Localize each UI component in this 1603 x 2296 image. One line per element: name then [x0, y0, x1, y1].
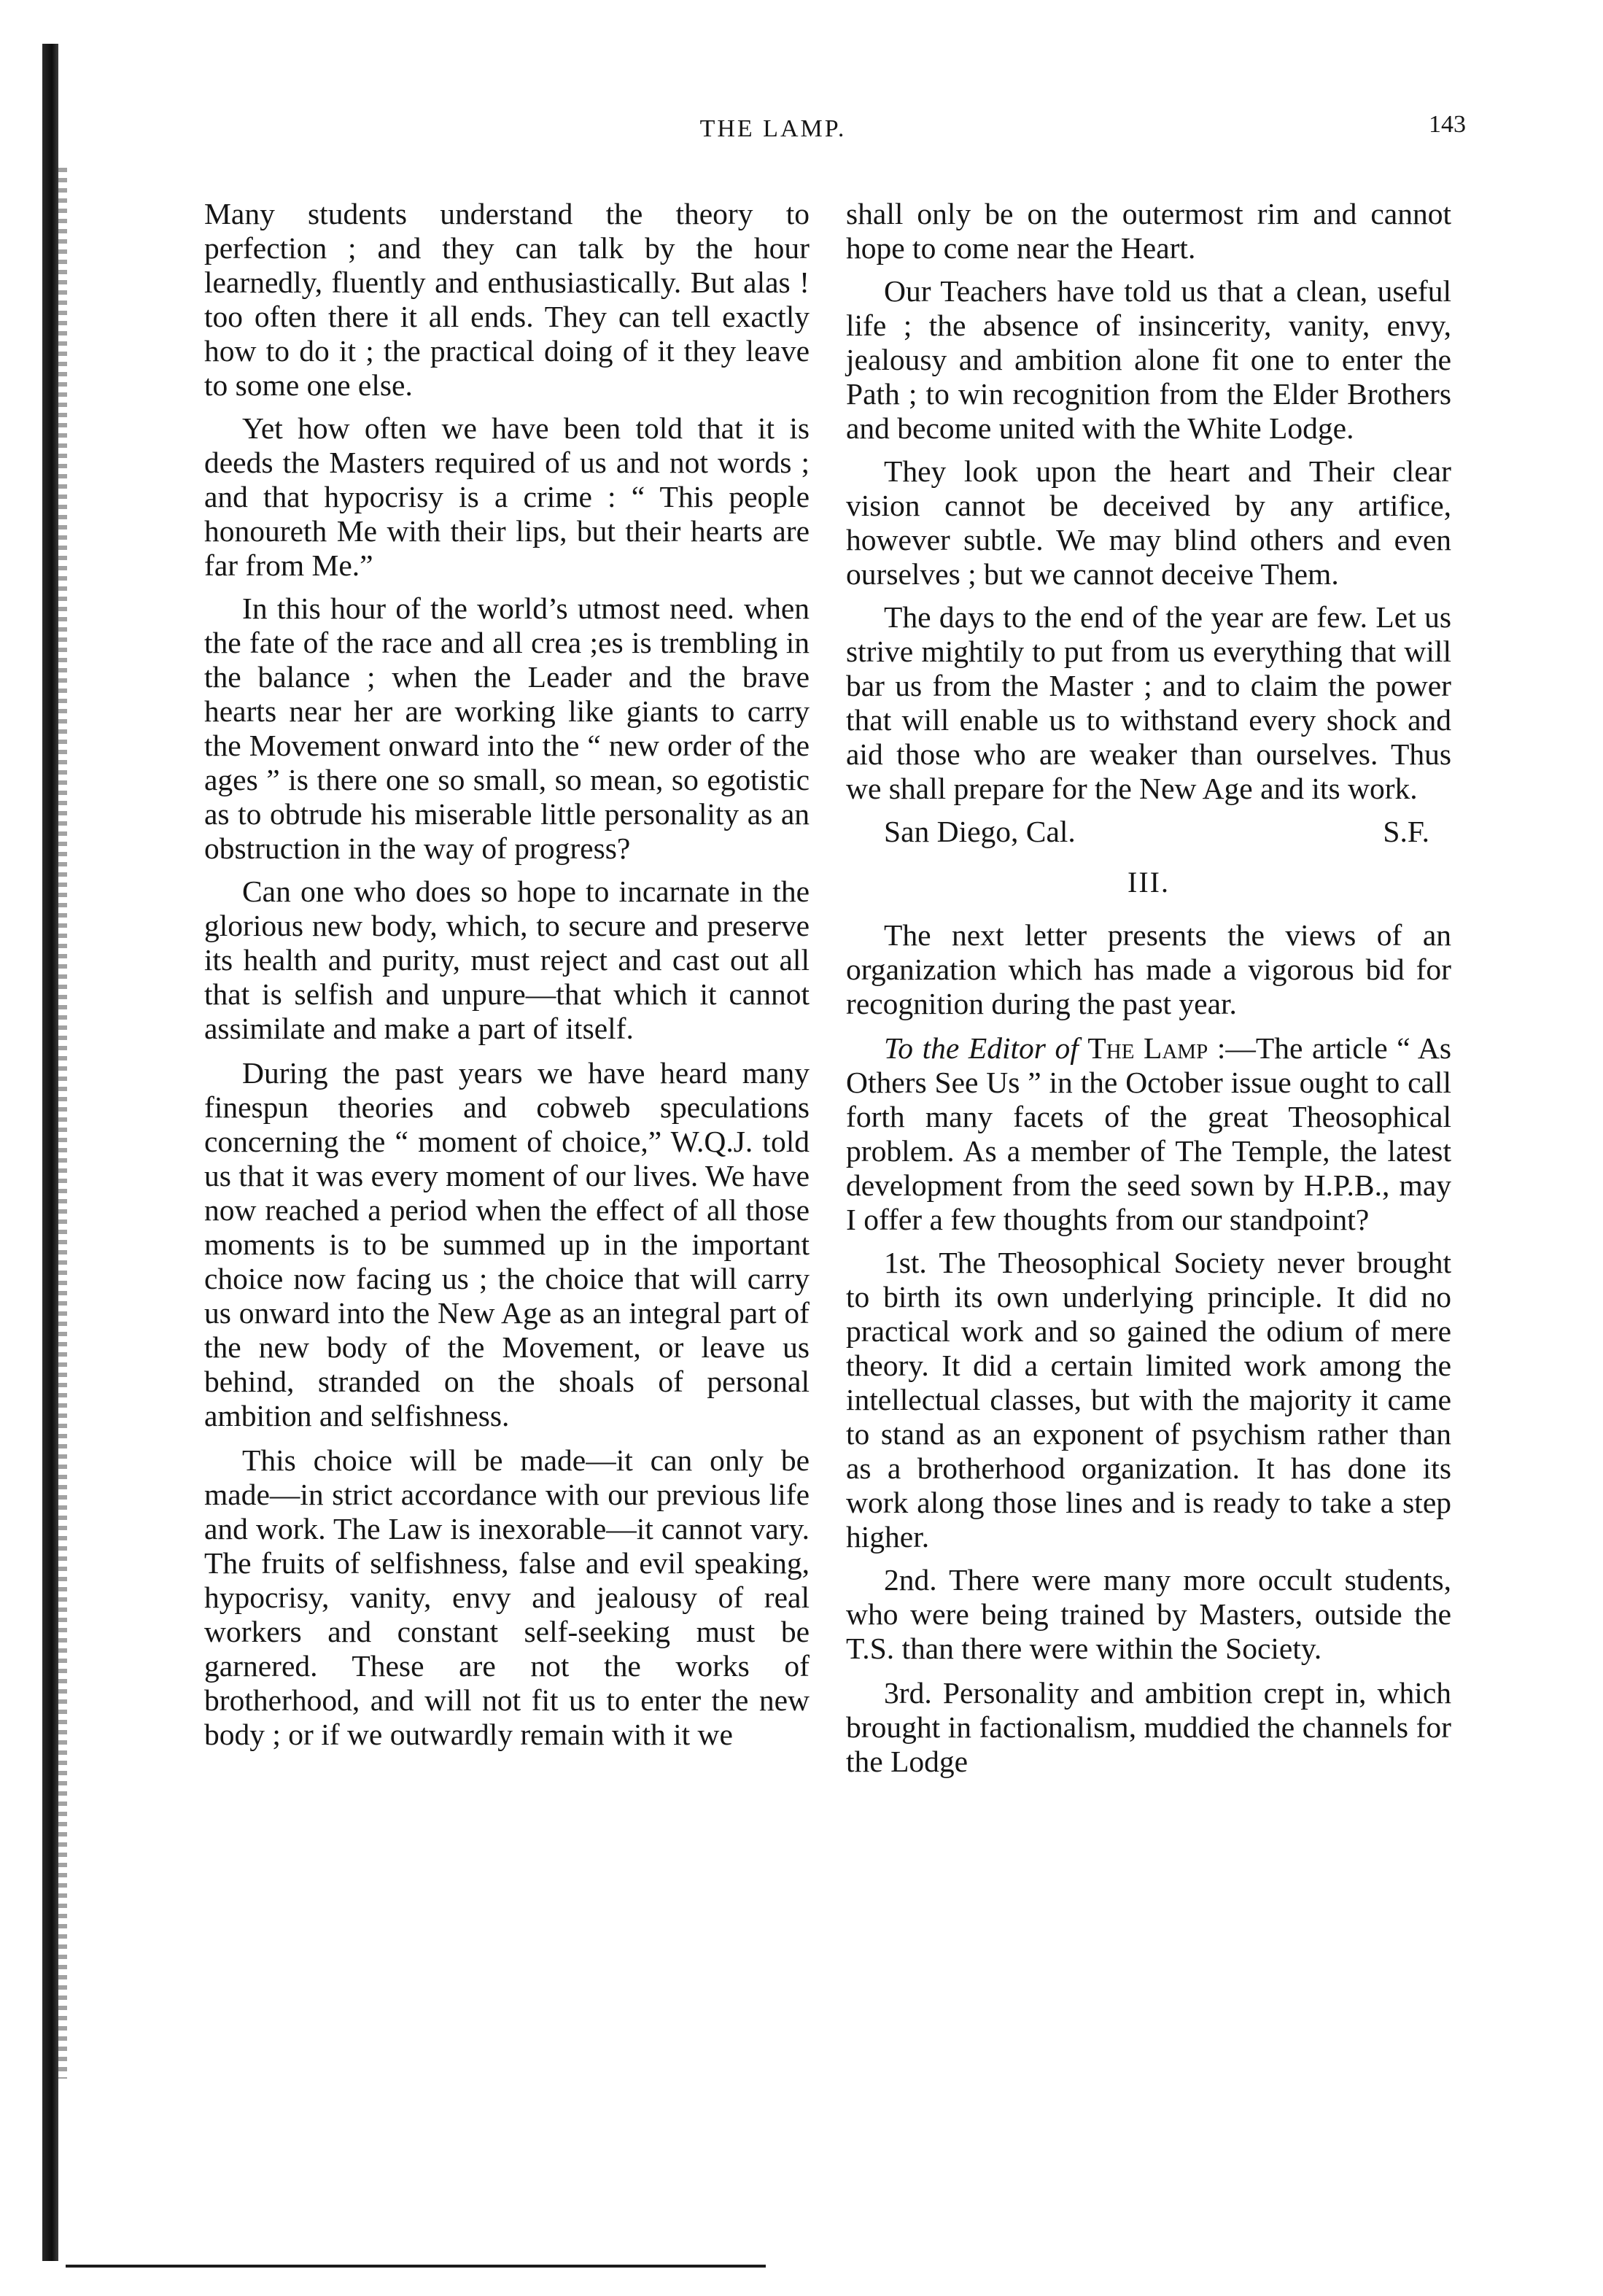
paragraph: Can one who does so hope to incarnate in the glorious new body, which, to secure and preserve its health and purity, must reject and cast out all that is selfish and unpure—that which it cannot assimilate and make a part of itself.	[204, 874, 810, 1045]
letter-signature	[846, 815, 1451, 849]
bottom-rule	[66, 2265, 766, 2268]
point-paragraph: 2nd. There were many more occult students, who were being trained by Masters, outside the T.S. than there were within the Society.	[846, 1563, 1451, 1665]
letter-salutation: To the Editor of	[884, 1031, 1079, 1065]
paragraph: Our Teachers have told us that a clean, useful life ; the absence of insincerity, vanity, envy, jealousy and ambition alone fit one to enter the Path ; to win recognition from the Elder Brothers and become united with the White Lodge.	[846, 274, 1451, 445]
paragraph: During the past years we have heard many finespun theories and cobweb speculations concerning the “ moment of choice,” W.Q.J. told us that it was every moment of our lives. We have now reached a period when the effect of all those moments is to be summed up in the important choice now facing us ; the choice that will carry us onward into the New Age as an integral part of the new body of the Movement, or leave us behind, stranded on the shoals of personal ambition and selfishness.	[204, 1056, 810, 1432]
magazine-name: The Lamp	[1087, 1031, 1208, 1065]
page-number: 143	[1429, 111, 1466, 138]
running-title: THE LAMP.	[699, 115, 847, 142]
point-paragraph: 3rd. Personality and ambition crept in, which brought in factionalism, muddied the channels for the Lodge	[846, 1676, 1451, 1778]
signature-initials: S.F.	[1383, 815, 1429, 848]
paragraph: shall only be on the outermost rim and cannot hope to come near the Heart.	[846, 197, 1451, 265]
signature-place: San Diego, Cal.	[884, 815, 1076, 848]
section-heading: III.	[1127, 866, 1170, 899]
paragraph: The days to the end of the year are few. Let us strive mightily to put from us everything that will bar us from the Master ; and to claim the power that will enable us to withstand every shock and aid those who are weaker than ourselves. Thus we shall prepare for the New Age and its work.	[846, 600, 1451, 805]
binding-stitch-marks	[58, 168, 67, 2079]
point-paragraph: 1st. The Theosophical Society never brought to birth its own underlying principle. It did no practical work and so gained the odium of mere theory. It did a certain limited work among the intellectual classes, but with the majority it came to stand as an exponent of psychism rather than as a brotherhood organization. It has done its work along those lines and is ready to take a step higher.	[846, 1246, 1451, 1554]
paragraph: This choice will be made—it can only be made—in strict accordance with our previous life and work. The Law is inexorable—it cannot vary. The fruits of selfishness, false and evil speaking, hypocrisy, vanity, envy and jealousy of real workers and constant self-seeking must be garnered. These are not the works of brotherhood, and will not fit us to enter the new body ; or if we outwardly remain with it we	[204, 1443, 810, 1751]
right-column	[846, 197, 1451, 1788]
paragraph: Many students understand the theory to perfection ; and they can talk by the hour learnedly, fluently and enthusiastically. But alas ! too often there it all ends. They can tell exactly how to do it ; the practical doing of it they leave to some one else.	[204, 197, 810, 402]
left-column	[204, 197, 810, 1761]
paragraph: They look upon the heart and Their clear vision cannot be deceived by any artifice, however subtle. We may blind others and even ourselves ; but we cannot deceive Them.	[846, 454, 1451, 591]
intro-paragraph: The next letter presents the views of an organization which has made a vigorous bid for recognition during the past year.	[846, 918, 1451, 1020]
letter-opening-paragraph	[846, 1031, 1451, 1237]
letter-opening-text: :—The article “ As Others See Us ” in the October issue ought to call forth many facets of the great Theosophical problem. As a member of The Temple, the latest development from the seed sown by H.P.B., may I offer a few thoughts from our standpoint?	[846, 1031, 1452, 1236]
paragraph: In this hour of the world’s utmost need. when the fate of the race and all crea ;es is trembling in the balance ; when the Leader and the brave hearts near her are working like giants to carry the Movement onward into the “ new order of the ages ” is there one so small, so mean, so egotistic as to obtrude his miserable little personality as an obstruction in the way of progress?	[204, 592, 810, 865]
binding-edge-shadow	[42, 44, 58, 2261]
paragraph: Yet how often we have been told that it is deeds the Masters required of us and not words ; and that hypocrisy is a crime : “ This people honoureth Me with their lips, but their hearts are far from Me.”	[204, 411, 810, 582]
